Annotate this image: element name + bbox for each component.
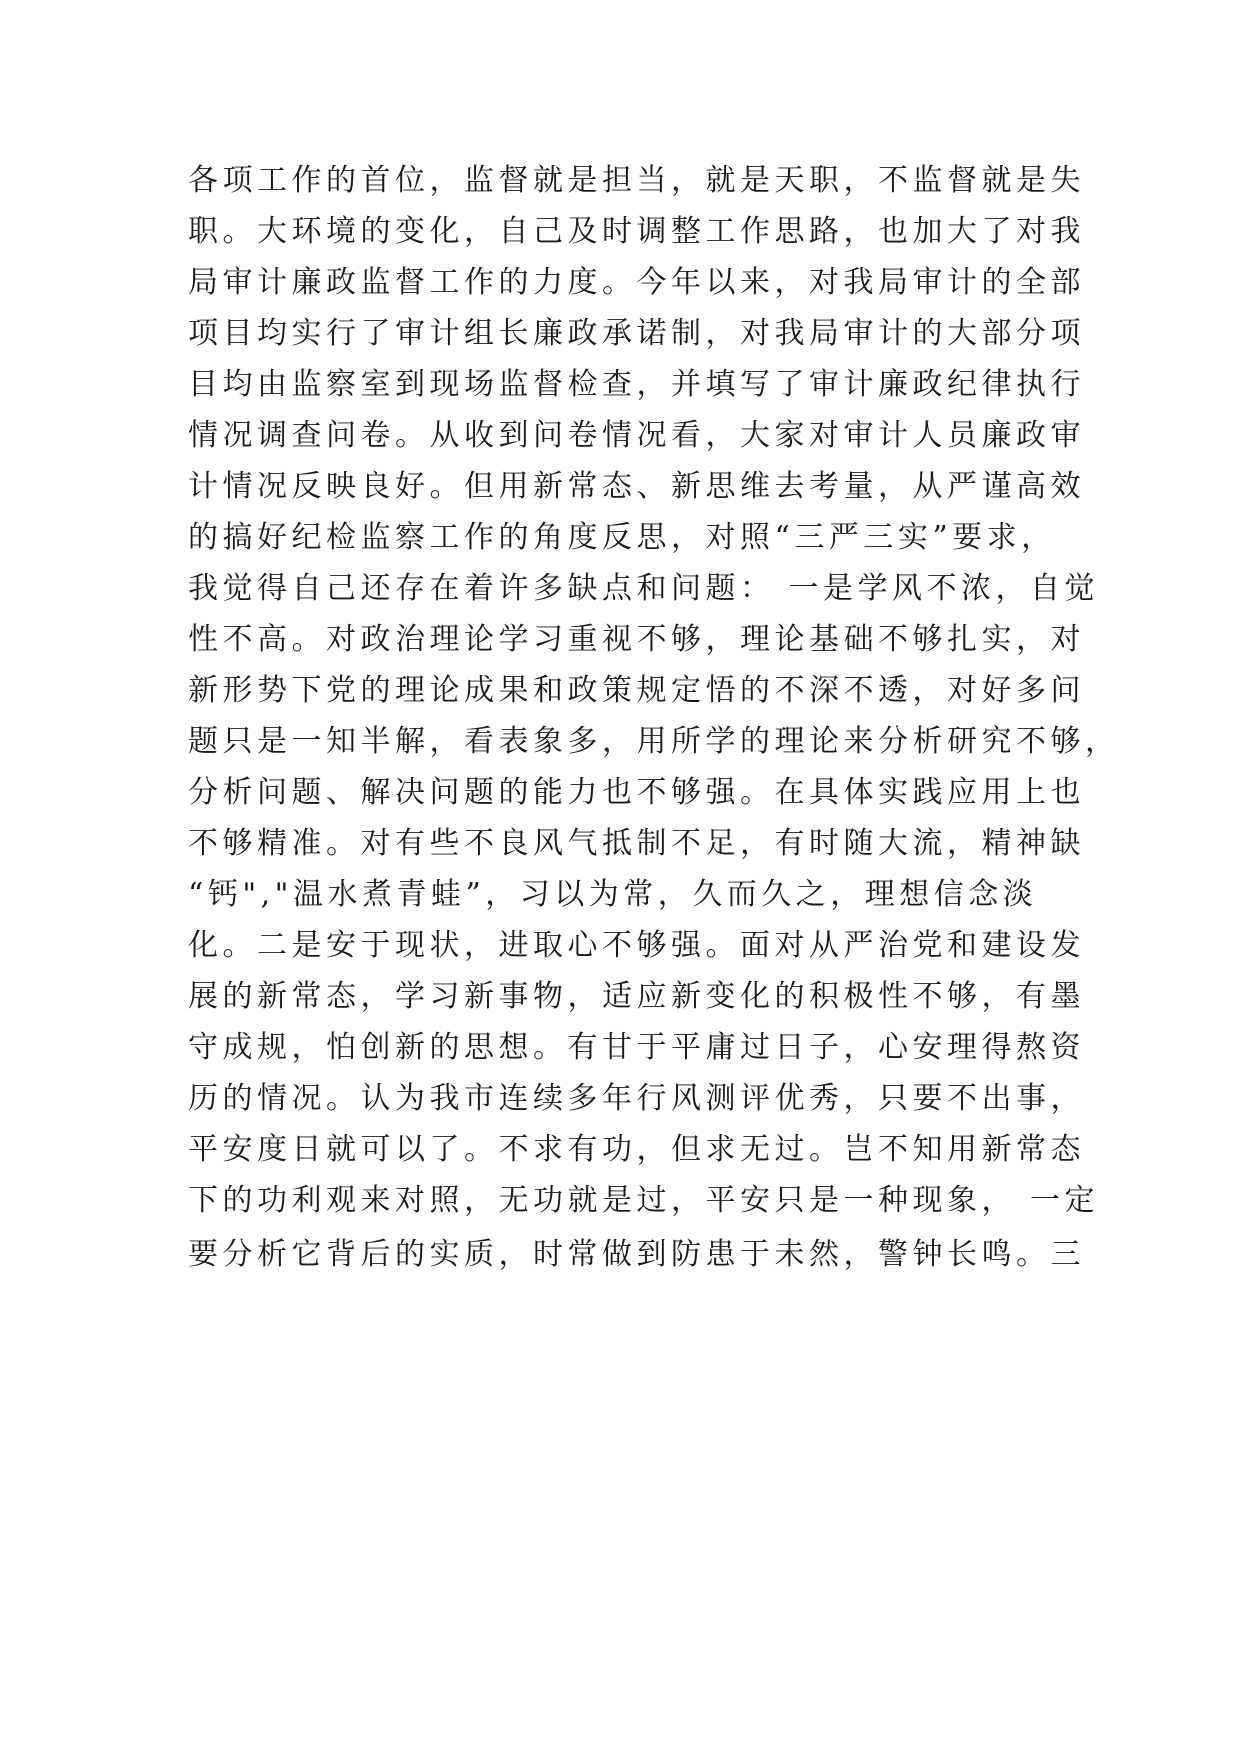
text-line: 的搞好纪检监察工作的角度反思，对照“三严三实”要求， xyxy=(188,520,1056,555)
text-line: 展的新常态，学习新事物，适应新变化的积极性不够，有墨 xyxy=(188,979,1085,1014)
text-line: 情况调查问卷。从收到问卷情况看，大家对审计人员廉政审 xyxy=(188,418,1085,453)
text-line: 分析问题、解决问题的能力也不够强。在具体实践应用上也 xyxy=(188,775,1085,810)
text-line: 题只是一知半解，看表象多，用所学的理论来分析研究不够， xyxy=(188,724,1120,759)
text-line: 职。大环境的变化，自己及时调整工作思路，也加大了对我 xyxy=(188,214,1085,249)
text-line: 性不高。对政治理论学习重视不够，理论基础不够扎实，对 xyxy=(188,622,1085,657)
text-line: 我觉得自己还存在着许多缺点和问题： 一是学风不浓，自觉 xyxy=(188,571,1100,606)
text-line: 守成规，怕创新的思想。有甘于平庸过日子，心安理得熬资 xyxy=(188,1030,1085,1065)
text-line: 下的功利观来对照，无功就是过，平安只是一种现象， 一定 xyxy=(188,1183,1100,1218)
text-line: 各项工作的首位，监督就是担当，就是天职，不监督就是失 xyxy=(188,163,1085,198)
text-line: 局审计廉政监督工作的力度。今年以来，对我局审计的全部 xyxy=(188,265,1085,300)
text-line: 计情况反映良好。但用新常态、新思维去考量，从严谨高效 xyxy=(188,469,1085,504)
text-line: 项目均实行了审计组长廉政承诺制，对我局审计的大部分项 xyxy=(188,316,1085,351)
text-line: 平安度日就可以了。不求有功，但求无过。岂不知用新常态 xyxy=(188,1132,1085,1167)
text-line: 化。二是安于现状，进取心不够强。面对从严治党和建设发 xyxy=(188,928,1085,963)
text-line: 目均由监察室到现场监督检查，并填写了审计廉政纪律执行 xyxy=(188,367,1085,402)
text-line: “钙","温水煮青蛙”，习以为常，久而久之，理想信念淡 xyxy=(188,877,1038,912)
text-line: 新形势下党的理论成果和政策规定悟的不深不透，对好多问 xyxy=(188,673,1085,708)
text-line: 历的情况。认为我市连续多年行风测评优秀，只要不出事， xyxy=(188,1081,1085,1116)
text-line: 不够精准。对有些不良风气抵制不足，有时随大流，精神缺 xyxy=(188,826,1085,861)
text-line: 要分析它背后的实质，时常做到防患于未然，警钟长鸣。三 xyxy=(188,1237,1085,1272)
